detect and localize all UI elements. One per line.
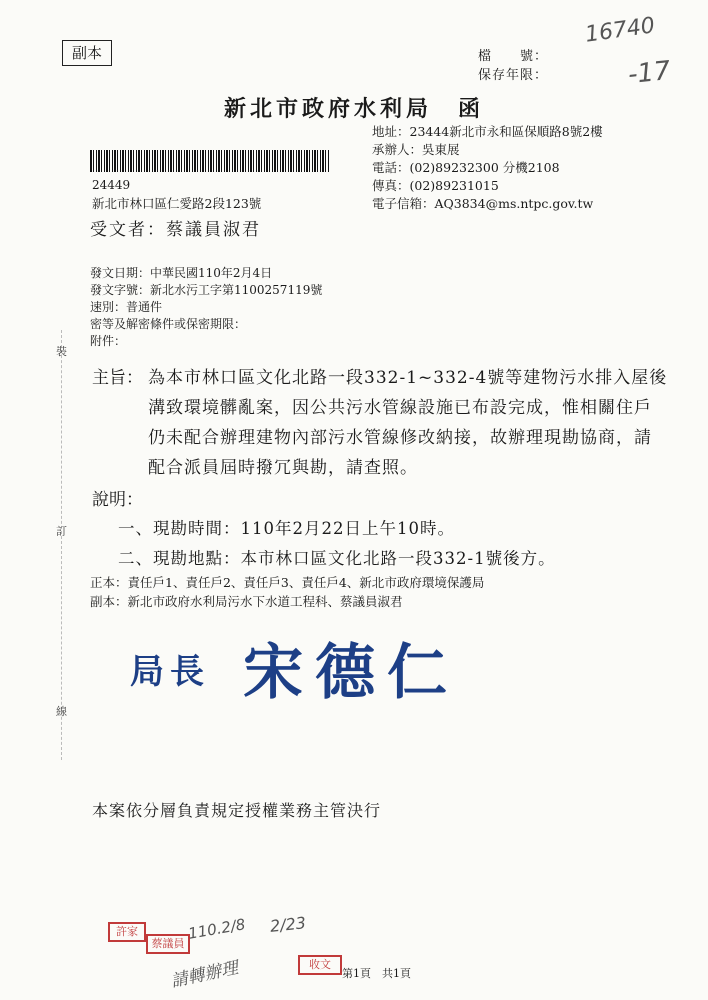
handwritten-date-1: 110.2/8 bbox=[186, 915, 247, 943]
seal-stamp-1: 許家 bbox=[108, 922, 146, 942]
contact-block bbox=[372, 123, 603, 213]
explanation-item-2: 二、現勘地點：本市林口區文化北路一段332-1號後方。 bbox=[118, 549, 556, 568]
mail-barcode bbox=[90, 150, 330, 172]
recipient-zip: 24449 bbox=[92, 178, 131, 192]
copy-stamp: 副本 bbox=[62, 40, 112, 66]
recipient: 受文者：蔡議員淑君 bbox=[90, 220, 261, 240]
main-distribution: 正本：責任戶1、責任戶2、責任戶3、責任戶4、新北市政府環境保護局 bbox=[90, 575, 485, 590]
binding-line bbox=[61, 330, 62, 760]
delivery-speed: 速別：普通件 bbox=[90, 300, 163, 314]
contact-email: 電子信箱：AQ3834@ms.ntpc.gov.tw bbox=[372, 196, 594, 211]
binding-mark-1: 裝 bbox=[56, 345, 67, 358]
file-number-label: 檔 號： bbox=[478, 49, 549, 64]
organization-title: 新北市政府水利局 函 bbox=[223, 96, 484, 122]
signature-block bbox=[130, 625, 459, 715]
document-number: 發文字號：新北水污工字第1100257119號 bbox=[90, 283, 323, 297]
retention-label: 保存年限： bbox=[478, 68, 549, 83]
recipient-address: 新北市林口區仁愛路2段123號 bbox=[92, 196, 262, 211]
signature-name: 宋德仁 bbox=[243, 638, 460, 708]
seal-stamp-2: 蔡議員 bbox=[146, 934, 190, 954]
issue-date: 發文日期：中華民國110年2月4日 bbox=[90, 266, 273, 280]
binding-mark-2: 訂 bbox=[56, 525, 67, 538]
handwritten-note: 請轉辦理 bbox=[169, 958, 240, 992]
handwritten-date-2: 2/23 bbox=[269, 913, 307, 936]
contact-address: 地址：23444新北市永和區保順路8號2樓 bbox=[372, 124, 603, 139]
attachment: 附件： bbox=[90, 334, 127, 348]
subject-text: 為本市林口區文化北路一段332-1~332-4號等建物污水排入屋後溝致環境髒亂案，因公共污水管線設施已布設完成，惟相關住戶仍未配合辦理建物內部污水管線修改納接，故辦理現勘協商，請配合派員屆時撥冗與勘，請查照。 bbox=[148, 368, 668, 478]
subject-label: 主旨： bbox=[92, 368, 143, 388]
handwritten-corner-number: 16740 bbox=[583, 13, 657, 48]
contact-handler: 承辦人：吳東展 bbox=[372, 142, 460, 157]
seal-stamp-3: 收文 bbox=[298, 955, 342, 975]
contact-fax: 傳真：(02)89231015 bbox=[372, 178, 499, 193]
binding-mark-3: 線 bbox=[56, 705, 67, 718]
delegation-note: 本案依分層負責規定授權業務主管決行 bbox=[92, 801, 382, 820]
signature-title: 局長 bbox=[130, 651, 210, 692]
copy-distribution: 副本：新北市政府水利局污水下水道工程科、蔡議員淑君 bbox=[90, 594, 403, 609]
document-meta bbox=[90, 265, 322, 350]
explanation-item-1: 一、現勘時間：110年2月22日上午10時。 bbox=[118, 519, 455, 538]
contact-phone: 電話：(02)89232300 分機2108 bbox=[372, 160, 560, 175]
handwritten-mark: -17 bbox=[626, 55, 672, 91]
security-level: 密等及解密條件或保密期限： bbox=[90, 317, 247, 331]
page-number: 第1頁 共1頁 bbox=[342, 967, 411, 980]
explanation-label: 說明： bbox=[92, 490, 143, 510]
